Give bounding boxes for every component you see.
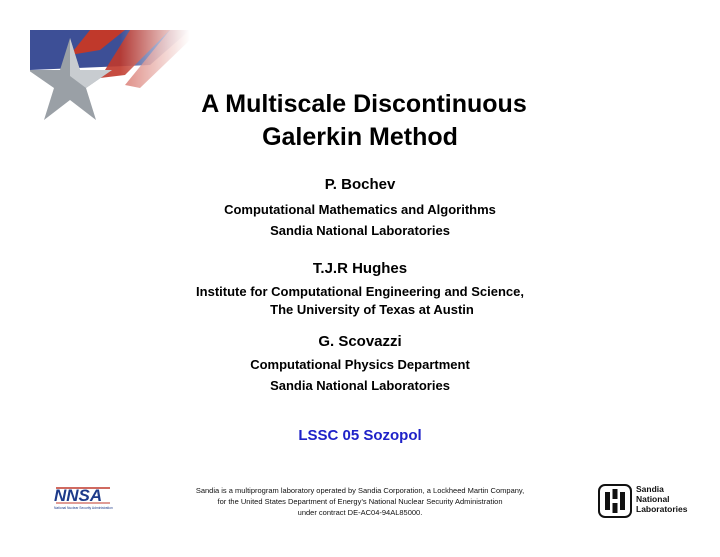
nnsa-logo-text: NNSA bbox=[54, 486, 103, 505]
footer-line: Sandia is a multiprogram laboratory operated by Sandia Corporation, a Lockheed Martin Company, bbox=[195, 486, 525, 495]
sandia-logo-icon bbox=[598, 484, 632, 518]
sandia-logo-line: National bbox=[636, 494, 670, 504]
title-line-2: Galerkin Method bbox=[262, 123, 458, 151]
sandia-logo-line: Sandia bbox=[636, 484, 664, 494]
footer-line: under contract DE-AC04-94AL85000. bbox=[297, 508, 423, 517]
author-name: P. Bochev bbox=[324, 176, 396, 193]
event-label: LSSC 05 Sozopol bbox=[298, 427, 422, 444]
author-affiliation: Computational Physics Department bbox=[250, 357, 470, 372]
sandia-logo-text bbox=[636, 484, 688, 514]
author-affiliation: The University of Texas at Austin bbox=[270, 302, 474, 317]
author-affiliation: Sandia National Laboratories bbox=[270, 223, 450, 238]
nnsa-logo-subtext: National Nuclear Security Administration bbox=[54, 506, 113, 510]
author-name: T.J.R Hughes bbox=[312, 260, 408, 277]
title-line-1: A Multiscale Discontinuous bbox=[201, 90, 527, 118]
sandia-logo-line: Laboratories bbox=[636, 504, 688, 514]
author-affiliation: Sandia National Laboratories bbox=[270, 378, 450, 393]
footer-line: for the United States Department of Energy’s National Nuclear Security Administration bbox=[217, 497, 503, 506]
author-affiliation: Institute for Computational Engineering and Science, bbox=[196, 284, 524, 299]
author-name: G. Scovazzi bbox=[318, 333, 402, 350]
author-affiliation: Computational Mathematics and Algorithms bbox=[224, 202, 496, 217]
